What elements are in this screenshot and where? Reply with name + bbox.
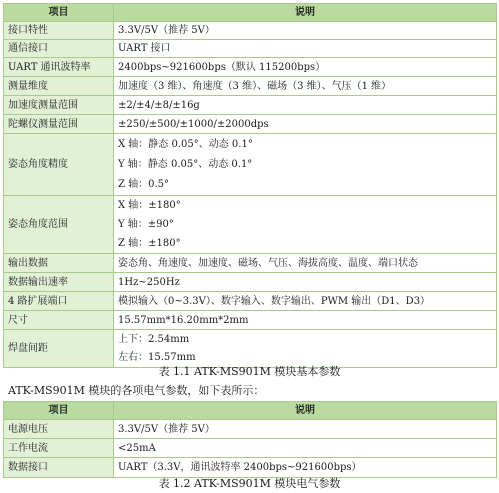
table-row — [4, 58, 497, 77]
row-value-line: 上下：2.54mm — [118, 334, 190, 345]
row-label: UART 通讯波特率 — [4, 58, 114, 77]
row-value-line: X 轴：±180° — [118, 200, 181, 212]
header-item: 项目 — [4, 4, 114, 22]
row-value-line: Y 轴：±90° — [118, 218, 174, 230]
row-value: ±250/±500/±1000/±2000dps — [114, 115, 497, 134]
row-value: ±2/±4/±8/±16g — [114, 96, 497, 115]
table-row — [4, 439, 497, 458]
table-row — [4, 292, 497, 311]
body-paragraph: ATK-MS901M 模块的各项电气参数，如下表所示： — [8, 384, 265, 397]
row-value: 模拟输入（0~3.3V）、数字输入、数字输出、PWM 输出（D1、D3） — [114, 292, 497, 311]
table-row — [4, 330, 497, 368]
row-label: 工作电流 — [4, 439, 114, 458]
table-row — [4, 22, 497, 40]
row-label: 姿态角度范围 — [4, 196, 114, 254]
table-row — [4, 311, 497, 330]
row-label: 陀螺仪测量范围 — [4, 115, 114, 134]
row-value: UART（3.3V，通讯波特率 2400bps~921600bps） — [114, 458, 497, 478]
row-value — [114, 330, 497, 368]
row-value-line: X 轴：静态 0.05°、动态 0.1° — [118, 139, 253, 150]
row-label: 尺寸 — [4, 311, 114, 330]
row-label: 接口特性 — [4, 22, 114, 40]
header-item: 项目 — [4, 402, 114, 420]
row-label: 加速度测量范围 — [4, 96, 114, 115]
row-label: 4 路扩展端口 — [4, 292, 114, 311]
row-value — [114, 196, 497, 254]
row-label: 电源电压 — [4, 420, 114, 439]
header-desc: 说明 — [114, 402, 497, 420]
row-value: 加速度（3 维）、角速度（3 维）、磁场（3 维）、气压（1 维） — [114, 77, 497, 96]
row-label: 通信接口 — [4, 40, 114, 58]
row-value-line: Z 轴：0.5° — [118, 179, 170, 190]
row-label: 输出数据 — [4, 254, 114, 273]
table-row — [4, 134, 497, 196]
table-header-row — [4, 402, 497, 420]
row-value: <25mA — [114, 439, 497, 458]
row-value: UART 接口 — [114, 40, 497, 58]
row-value-line: Z 轴：±180° — [118, 237, 181, 249]
row-label: 焊盘间距 — [4, 330, 114, 368]
table-row — [4, 40, 497, 58]
electrical-params-table — [3, 401, 497, 478]
table-row — [4, 77, 497, 96]
row-value-lines — [118, 197, 496, 253]
table-row — [4, 458, 497, 478]
table-row — [4, 273, 497, 292]
table2-caption: 表 1.2 ATK-MS901M 模块电气参数 — [158, 477, 341, 490]
table-row — [4, 420, 497, 439]
row-value: 3.3V/5V（推荐 5V） — [114, 22, 497, 40]
basic-params-table — [3, 3, 497, 368]
table-row — [4, 96, 497, 115]
row-value: 1Hz~250Hz — [114, 273, 497, 292]
row-value: 3.3V/5V（推荐 5V） — [114, 420, 497, 439]
table1-caption: 表 1.1 ATK-MS901M 模块基本参数 — [158, 365, 341, 378]
row-value: 15.57mm*16.20mm*2mm — [114, 311, 497, 330]
row-label: 数据接口 — [4, 458, 114, 478]
row-value-lines — [118, 331, 496, 367]
row-value-line: 左右：15.57mm — [118, 352, 196, 363]
table-header-row — [4, 4, 497, 22]
row-label: 数据输出速率 — [4, 273, 114, 292]
table-row — [4, 254, 497, 273]
row-value: 姿态角、角速度、加速度、磁场、气压、海拔高度、温度、端口状态 — [114, 254, 497, 273]
row-label: 姿态角度精度 — [4, 134, 114, 196]
row-value-line: Y 轴：静态 0.05°、动态 0.1° — [118, 159, 253, 170]
row-value — [114, 134, 497, 196]
header-desc: 说明 — [114, 4, 497, 22]
row-label: 测量维度 — [4, 77, 114, 96]
table-row — [4, 196, 497, 254]
table-row — [4, 115, 497, 134]
row-value-lines — [118, 135, 496, 195]
row-value: 2400bps~921600bps（默认 115200bps） — [114, 58, 497, 77]
